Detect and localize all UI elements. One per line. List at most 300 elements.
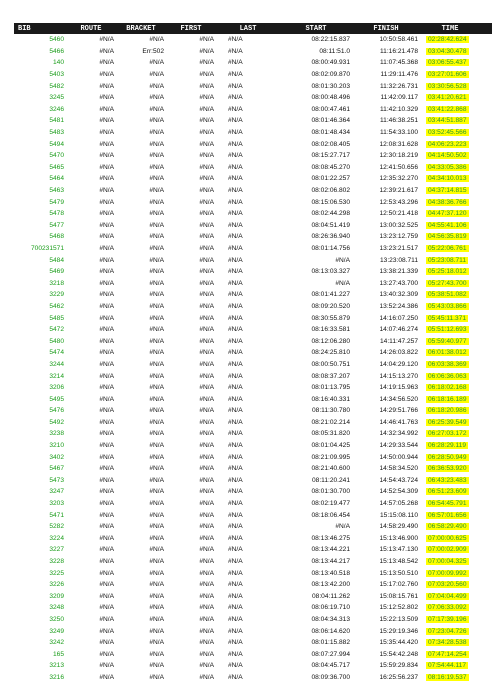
time-value: 07:47:14.254 [428, 650, 467, 658]
table-row [14, 208, 492, 220]
cell-start: 08:15:06.530 [311, 198, 350, 206]
cell-time [420, 291, 480, 298]
time-value: 08:16:19.537 [428, 673, 467, 681]
cell-first: #N/A [199, 291, 214, 299]
cell-route: #N/A [99, 314, 114, 322]
time-value: 05:51:12.693 [428, 326, 467, 334]
cell-time [420, 616, 480, 623]
cell-bracket: #N/A [149, 140, 164, 148]
time-value: 06:27:03.172 [428, 430, 467, 438]
cell-last: #N/A [228, 314, 243, 322]
cell-finish: 11:46:38.251 [379, 117, 418, 125]
cell-time [420, 326, 480, 333]
cell-start: 08:12:06.280 [311, 337, 350, 345]
time-value: 07:04:04.499 [428, 592, 467, 600]
cell-bracket: #N/A [149, 129, 164, 137]
cell-bracket: #N/A [149, 523, 164, 531]
cell-time [420, 59, 480, 66]
cell-time [420, 199, 480, 206]
cell-bib: 5466 [49, 47, 64, 55]
cell-first: #N/A [199, 47, 214, 55]
cell-last: #N/A [228, 534, 243, 542]
cell-time [420, 477, 480, 484]
cell-bib: 3246 [49, 105, 64, 113]
cell-first: #N/A [199, 511, 214, 519]
cell-first: #N/A [199, 198, 214, 206]
table-row [14, 254, 492, 266]
cell-bracket: #N/A [149, 291, 164, 299]
cell-first: #N/A [199, 314, 214, 322]
cell-bracket: #N/A [149, 221, 164, 229]
cell-start: 08:08:37.207 [311, 372, 350, 380]
cell-finish: 15:22:13.509 [379, 615, 418, 623]
table-row [14, 231, 492, 243]
cell-start: 08:01:48.434 [311, 129, 350, 137]
table-row [14, 312, 492, 324]
cell-first: #N/A [199, 152, 214, 160]
cell-last: #N/A [228, 140, 243, 148]
cell-route: #N/A [99, 581, 114, 589]
cell-last: #N/A [228, 129, 243, 137]
cell-bracket: #N/A [149, 604, 164, 612]
cell-route: #N/A [99, 36, 114, 44]
cell-finish: 12:08:31.628 [379, 140, 418, 148]
cell-time [420, 454, 480, 461]
cell-last: #N/A [228, 558, 243, 566]
cell-time [420, 36, 480, 43]
cell-bib: 5494 [49, 140, 64, 148]
cell-start: 08:01:04.425 [311, 442, 350, 450]
cell-bib: 3203 [49, 500, 64, 508]
cell-first: #N/A [199, 465, 214, 473]
cell-first: #N/A [199, 627, 214, 635]
time-value: 07:23:04.726 [428, 627, 467, 635]
cell-start: 08:02:09.870 [311, 71, 350, 79]
cell-start: 08:01:13.795 [311, 384, 350, 392]
cell-route: #N/A [99, 662, 114, 670]
cell-first: #N/A [199, 673, 214, 681]
cell-bib: 3225 [49, 569, 64, 577]
cell-finish: 15:17:02.760 [379, 581, 418, 589]
table-row [14, 173, 492, 185]
cell-start: 08:09:20.520 [311, 302, 350, 310]
cell-first: #N/A [199, 268, 214, 276]
cell-time [420, 500, 480, 507]
cell-finish: 15:12:52.802 [379, 604, 418, 612]
cell-bib: 5474 [49, 349, 64, 357]
cell-finish: 12:53:43.296 [379, 198, 418, 206]
cell-first: #N/A [199, 500, 214, 508]
cell-first: #N/A [199, 94, 214, 102]
cell-bib: 5471 [49, 511, 64, 519]
time-value: 07:34:28.538 [428, 639, 467, 647]
cell-start: 08:02:19.477 [311, 500, 350, 508]
time-value: 05:23:08.711 [428, 256, 467, 264]
time-value: 06:25:39.549 [428, 418, 467, 426]
cell-finish: 14:54:43.724 [379, 476, 418, 484]
cell-bib: 5467 [49, 465, 64, 473]
cell-bracket: #N/A [149, 105, 164, 113]
cell-bracket: #N/A [149, 476, 164, 484]
cell-time [420, 268, 480, 275]
cell-finish: 14:58:29.490 [379, 523, 418, 531]
cell-bib: 5480 [49, 337, 64, 345]
time-value: 06:18:02.168 [428, 384, 467, 392]
time-value: 06:06:36.063 [428, 372, 467, 380]
cell-route: #N/A [99, 47, 114, 55]
cell-route: #N/A [99, 453, 114, 461]
cell-first: #N/A [199, 349, 214, 357]
table-row [14, 34, 492, 46]
cell-bracket: #N/A [149, 175, 164, 183]
cell-bracket: #N/A [149, 279, 164, 287]
cell-finish: 10:50:58.461 [379, 36, 418, 44]
cell-time [420, 280, 480, 287]
cell-last: #N/A [228, 523, 243, 531]
table-row [14, 533, 492, 545]
cell-start: 08:02:08.405 [311, 140, 350, 148]
cell-start: 08:01:46.364 [311, 117, 350, 125]
table-row [14, 614, 492, 626]
cell-bracket: #N/A [149, 488, 164, 496]
cell-time [420, 488, 480, 495]
cell-finish: 11:54:33.100 [379, 129, 418, 137]
cell-bib: 5479 [49, 198, 64, 206]
time-value: 06:51:23.609 [428, 488, 467, 496]
time-value: 06:43:23.483 [428, 476, 467, 484]
cell-time [420, 639, 480, 646]
table-row [14, 567, 492, 579]
cell-last: #N/A [228, 604, 243, 612]
cell-route: #N/A [99, 82, 114, 90]
cell-finish: 14:26:03.822 [379, 349, 418, 357]
cell-first: #N/A [199, 302, 214, 310]
cell-bracket: #N/A [149, 210, 164, 218]
time-value: 04:14:50.502 [428, 152, 467, 160]
cell-route: #N/A [99, 349, 114, 357]
table-row [14, 92, 492, 104]
cell-bracket: #N/A [149, 82, 164, 90]
cell-start: 08:15:27.717 [311, 152, 350, 160]
cell-bracket: #N/A [149, 349, 164, 357]
table-row [14, 301, 492, 313]
cell-bracket: #N/A [149, 569, 164, 577]
time-value: 03:44:51.887 [428, 117, 467, 125]
header-start: START [305, 24, 327, 33]
cell-start: 08:24:25.810 [311, 349, 350, 357]
cell-start: 08:07:27.994 [311, 650, 350, 658]
cell-time [420, 523, 480, 530]
cell-first: #N/A [199, 175, 214, 183]
cell-first: #N/A [199, 140, 214, 148]
table-row [14, 648, 492, 660]
time-value: 05:43:03.866 [428, 302, 467, 310]
cell-bracket: #N/A [149, 395, 164, 403]
cell-finish: 14:29:51.766 [379, 407, 418, 415]
cell-bracket: #N/A [149, 152, 164, 160]
cell-bib: 3210 [49, 442, 64, 450]
cell-finish: 16:25:56.237 [379, 673, 418, 681]
cell-bib: 5462 [49, 302, 64, 310]
time-value: 07:54:44.117 [428, 662, 467, 670]
cell-route: #N/A [99, 418, 114, 426]
table-row [14, 150, 492, 162]
cell-last: #N/A [228, 418, 243, 426]
cell-finish: 11:42:09.117 [380, 94, 418, 102]
cell-last: #N/A [228, 592, 243, 600]
time-value: 03:30:56.528 [428, 82, 467, 90]
cell-last: #N/A [228, 627, 243, 635]
cell-bracket: #N/A [149, 558, 164, 566]
time-value: 05:59:40.977 [428, 337, 467, 345]
table-row [14, 591, 492, 603]
cell-last: #N/A [228, 407, 243, 415]
cell-last: #N/A [228, 163, 243, 171]
cell-finish: 13:52:24.386 [379, 302, 418, 310]
table-row [14, 359, 492, 371]
cell-first: #N/A [199, 337, 214, 345]
time-value: 06:54:45.791 [428, 500, 467, 508]
cell-bracket: #N/A [149, 71, 164, 79]
cell-bib: 3213 [49, 662, 64, 670]
time-value: 03:52:45.566 [428, 129, 467, 137]
time-value: 06:36:53.920 [428, 465, 467, 473]
cell-first: #N/A [199, 36, 214, 44]
cell-finish: 15:15:08.110 [379, 511, 418, 519]
cell-time [420, 628, 480, 635]
cell-first: #N/A [199, 418, 214, 426]
cell-bib: 5463 [49, 187, 64, 195]
cell-start: 08:02:44.298 [311, 210, 350, 218]
cell-bracket: #N/A [149, 337, 164, 345]
cell-time [420, 430, 480, 437]
cell-route: #N/A [99, 558, 114, 566]
cell-first: #N/A [199, 210, 214, 218]
cell-time [420, 558, 480, 565]
cell-first: #N/A [199, 105, 214, 113]
cell-route: #N/A [99, 337, 114, 345]
table-body [14, 34, 492, 683]
cell-route: #N/A [99, 210, 114, 218]
cell-bracket: #N/A [149, 314, 164, 322]
cell-last: #N/A [228, 673, 243, 681]
cell-first: #N/A [199, 187, 214, 195]
table-row [14, 324, 492, 336]
header-route: ROUTE [80, 24, 102, 33]
cell-start: 08:30:55.879 [311, 314, 350, 322]
cell-start: 08:01:22.257 [311, 175, 350, 183]
cell-bib: 3214 [49, 372, 64, 380]
cell-route: #N/A [99, 105, 114, 113]
cell-finish: 11:16:21.478 [379, 47, 418, 55]
table-row [14, 393, 492, 405]
cell-route: #N/A [99, 384, 114, 392]
results-sheet [14, 23, 492, 683]
cell-bracket: #N/A [149, 465, 164, 473]
cell-finish: 13:40:32.309 [379, 291, 418, 299]
cell-last: #N/A [228, 59, 243, 67]
cell-route: #N/A [99, 244, 114, 252]
cell-time [420, 245, 480, 252]
cell-finish: 13:23:21.517 [379, 244, 418, 252]
table-row [14, 104, 492, 116]
cell-bracket: #N/A [149, 198, 164, 206]
table-row [14, 405, 492, 417]
cell-start: 08:01:15.882 [311, 639, 350, 647]
table-row [14, 46, 492, 58]
cell-start: 08:04:11.262 [311, 592, 350, 600]
cell-finish: 15:13:50.510 [379, 569, 418, 577]
cell-route: #N/A [99, 302, 114, 310]
cell-start: 08:21:02.214 [311, 418, 350, 426]
cell-bracket: #N/A [149, 592, 164, 600]
cell-route: #N/A [99, 534, 114, 542]
table-row [14, 544, 492, 556]
cell-bib: 5460 [49, 36, 64, 44]
cell-finish: 15:13:47.130 [379, 546, 418, 554]
cell-route: #N/A [99, 465, 114, 473]
cell-time [420, 164, 480, 171]
cell-bib: 5403 [49, 71, 64, 79]
cell-time [420, 593, 480, 600]
cell-last: #N/A [228, 615, 243, 623]
cell-bib: 5484 [49, 256, 64, 264]
cell-first: #N/A [199, 581, 214, 589]
cell-bib: 5485 [49, 314, 64, 322]
cell-bib: 5464 [49, 175, 64, 183]
cell-finish: 12:39:21.617 [379, 187, 418, 195]
cell-finish: 15:54:42.248 [379, 650, 418, 658]
cell-last: #N/A [228, 662, 243, 670]
cell-route: #N/A [99, 500, 114, 508]
cell-last: #N/A [228, 291, 243, 299]
cell-bib: 5483 [49, 129, 64, 137]
cell-route: #N/A [99, 442, 114, 450]
cell-start: 08:13:44.217 [311, 558, 350, 566]
cell-start: 08:16:40.331 [311, 395, 350, 403]
cell-bib: 3244 [49, 360, 64, 368]
cell-first: #N/A [199, 558, 214, 566]
cell-last: #N/A [228, 244, 243, 252]
cell-finish: 12:50:21.418 [379, 210, 418, 218]
time-value: 06:28:50.949 [428, 453, 467, 461]
cell-last: #N/A [228, 650, 243, 658]
cell-finish: 14:32:34.992 [379, 430, 418, 438]
cell-bib: 5492 [49, 418, 64, 426]
cell-time [420, 315, 480, 322]
cell-route: #N/A [99, 129, 114, 137]
cell-bib: 5477 [49, 221, 64, 229]
cell-last: #N/A [228, 233, 243, 241]
cell-route: #N/A [99, 117, 114, 125]
cell-route: #N/A [99, 163, 114, 171]
cell-bib: 5476 [49, 407, 64, 415]
cell-first: #N/A [199, 233, 214, 241]
cell-bib: 3250 [49, 615, 64, 623]
header-first: FIRST [180, 24, 202, 33]
cell-finish: 15:13:46.900 [379, 534, 418, 542]
cell-time [420, 71, 480, 78]
cell-bracket: #N/A [149, 500, 164, 508]
time-value: 03:27:01.606 [428, 71, 467, 79]
cell-bib: 3238 [49, 430, 64, 438]
cell-finish: 12:35:32.270 [379, 175, 418, 183]
cell-finish: 11:07:45.368 [379, 59, 418, 67]
cell-start: 08:00:49.931 [311, 59, 350, 67]
cell-start: 08:13:03.327 [311, 268, 350, 276]
cell-finish: 14:04:29.120 [379, 360, 418, 368]
cell-time [420, 535, 480, 542]
cell-bib: 3226 [49, 581, 64, 589]
cell-route: #N/A [99, 488, 114, 496]
table-row [14, 521, 492, 533]
table-row [14, 498, 492, 510]
cell-bib: 5495 [49, 395, 64, 403]
cell-first: #N/A [199, 256, 214, 264]
cell-first: #N/A [199, 221, 214, 229]
cell-route: #N/A [99, 256, 114, 264]
cell-start: 08:11:51.0 [319, 47, 350, 55]
cell-last: #N/A [228, 187, 243, 195]
cell-bib: 5465 [49, 163, 64, 171]
cell-route: #N/A [99, 94, 114, 102]
cell-last: #N/A [228, 105, 243, 113]
time-value: 06:28:29.119 [428, 442, 467, 450]
header-last: LAST [239, 24, 257, 33]
cell-first: #N/A [199, 534, 214, 542]
cell-last: #N/A [228, 210, 243, 218]
cell-bib: 165 [52, 650, 64, 658]
cell-route: #N/A [99, 592, 114, 600]
table-row [14, 289, 492, 301]
cell-last: #N/A [228, 47, 243, 55]
cell-start: 08:04:45.717 [311, 662, 350, 670]
cell-time [420, 349, 480, 356]
time-value: 03:06:55.437 [428, 59, 467, 67]
cell-time [420, 674, 480, 681]
cell-start: 08:01:30.203 [311, 82, 350, 90]
table-row [14, 115, 492, 127]
cell-finish: 13:27:43.700 [379, 279, 418, 287]
cell-time [420, 210, 480, 217]
cell-start: 08:08:45.270 [311, 163, 350, 171]
cell-last: #N/A [228, 268, 243, 276]
cell-start: 08:13:42.200 [311, 581, 350, 589]
cell-bracket: #N/A [149, 615, 164, 623]
cell-route: #N/A [99, 430, 114, 438]
cell-first: #N/A [199, 71, 214, 79]
cell-bracket: #N/A [149, 418, 164, 426]
cell-route: #N/A [99, 71, 114, 79]
cell-finish: 14:11:47.257 [379, 337, 418, 345]
table-row [14, 602, 492, 614]
cell-route: #N/A [99, 639, 114, 647]
cell-first: #N/A [199, 488, 214, 496]
cell-finish: 15:13:48.542 [379, 558, 418, 566]
cell-first: #N/A [199, 82, 214, 90]
cell-bracket: #N/A [149, 546, 164, 554]
table-row [14, 80, 492, 92]
cell-last: #N/A [228, 395, 243, 403]
cell-bib: 5470 [49, 152, 64, 160]
cell-first: #N/A [199, 650, 214, 658]
cell-finish: 13:38:21.339 [379, 268, 418, 276]
cell-time [420, 94, 480, 101]
time-value: 07:06:33.092 [428, 604, 467, 612]
cell-first: #N/A [199, 244, 214, 252]
cell-first: #N/A [199, 569, 214, 577]
cell-start: 08:00:48.496 [311, 94, 350, 102]
